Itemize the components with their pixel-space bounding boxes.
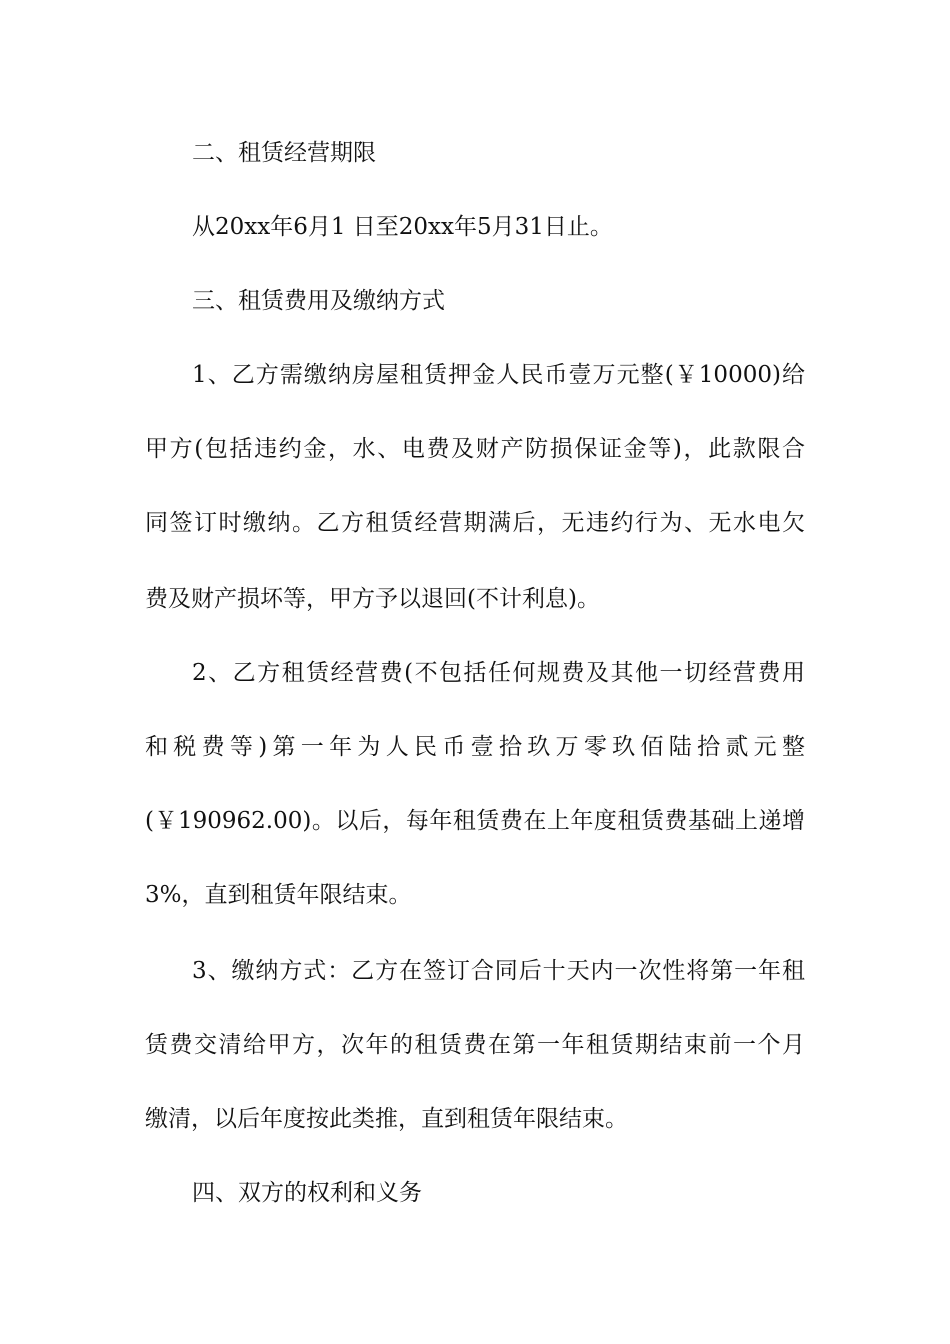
section-heading-lease-term: 二、租赁经营期限 xyxy=(192,140,376,166)
paragraph-line: 费及财产损坏等，甲方予以退回(不计利息)。 xyxy=(145,586,600,612)
paragraph-line: 3、缴纳方式：乙方在签订合同后十天内一次性将第一年租 xyxy=(192,958,805,984)
section-heading-rights-obligations: 四、双方的权利和义务 xyxy=(192,1180,422,1206)
paragraph-line: (￥190962.00)。以后，每年租赁费在上年度租赁费基础上递增 xyxy=(145,808,805,834)
paragraph-line: 赁费交清给甲方，次年的租赁费在第一年租赁期结束前一个月 xyxy=(145,1032,805,1058)
paragraph-line: 2、乙方租赁经营费(不包括任何规费及其他一切经营费用 xyxy=(192,660,805,686)
paragraph-line: 3%，直到租赁年限结束。 xyxy=(145,882,412,908)
paragraph-line: 1、乙方需缴纳房屋租赁押金人民币壹万元整(￥10000)给 xyxy=(192,362,805,388)
paragraph-line: 同签订时缴纳。乙方租赁经营期满后，无违约行为、无水电欠 xyxy=(145,510,805,536)
paragraph-line: 和税费等)第一年为人民币壹拾玖万零玖佰陆拾贰元整 xyxy=(145,734,805,760)
paragraph-lease-dates: 从20xx年6月1 日至20xx年5月31日止。 xyxy=(192,214,613,240)
paragraph-line: 甲方(包括违约金，水、电费及财产防损保证金等)，此款限合 xyxy=(145,436,805,462)
section-heading-fees-payment: 三、租赁费用及缴纳方式 xyxy=(192,288,445,314)
paragraph-line: 缴清，以后年度按此类推，直到租赁年限结束。 xyxy=(145,1106,628,1132)
